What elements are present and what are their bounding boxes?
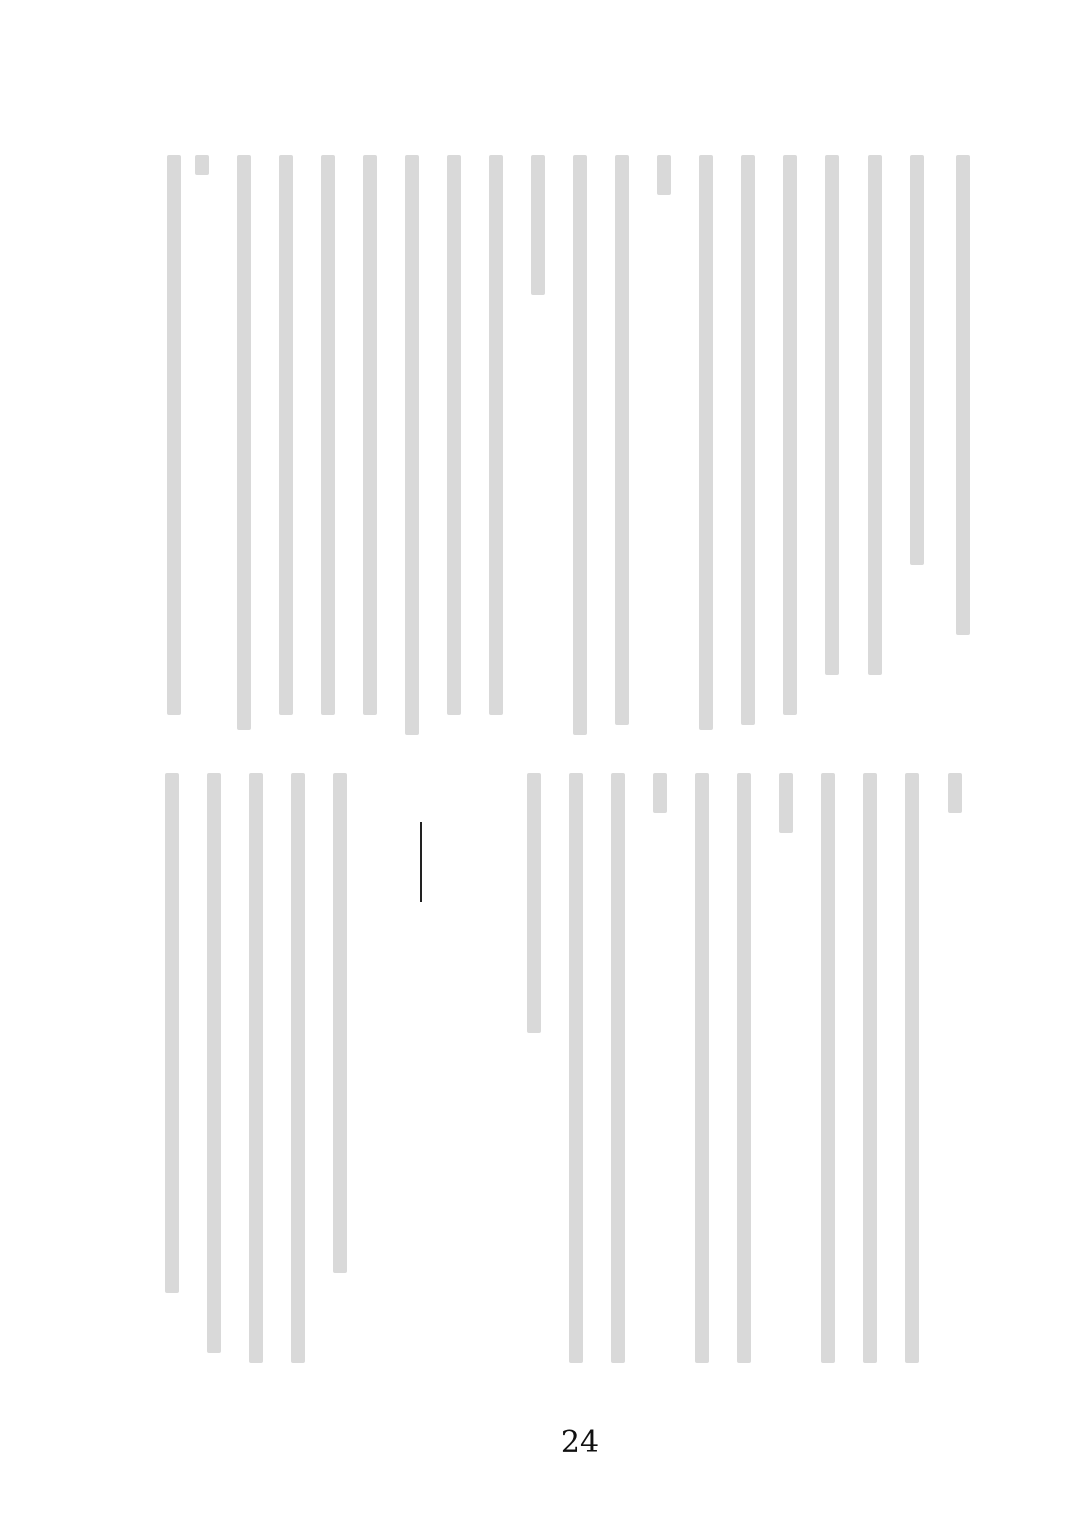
redacted-text-column [249, 773, 263, 1363]
redacted-text-column [657, 155, 671, 195]
redacted-text-column [948, 773, 962, 813]
redacted-text-column [279, 155, 293, 715]
redacted-text-column [527, 773, 541, 1033]
redacted-text-column [825, 155, 839, 675]
redacted-text-column [321, 155, 335, 715]
redacted-text-column [741, 155, 755, 725]
redacted-text-column [956, 155, 970, 635]
redacted-text-column [489, 155, 503, 715]
redacted-text-column [821, 773, 835, 1363]
redacted-text-column [207, 773, 221, 1353]
redacted-text-column [165, 773, 179, 1293]
redacted-text-column [531, 155, 545, 295]
redacted-text-column [783, 155, 797, 715]
redacted-text-column [868, 155, 882, 675]
redacted-text-column [737, 773, 751, 1363]
redacted-text-column [573, 155, 587, 735]
redacted-text-column [863, 773, 877, 1363]
redacted-text-column [910, 155, 924, 565]
redacted-text-column [653, 773, 667, 813]
section-divider [420, 822, 422, 902]
redacted-text-column [237, 155, 251, 730]
redacted-text-column [447, 155, 461, 715]
redacted-text-column [905, 773, 919, 1363]
page-number: 24 [560, 1425, 600, 1460]
redacted-text-column [779, 773, 793, 833]
redacted-text-column [333, 773, 347, 1273]
redacted-text-column [699, 155, 713, 730]
redacted-text-column [405, 155, 419, 735]
redacted-text-column [615, 155, 629, 725]
redacted-text-column [291, 773, 305, 1363]
redacted-text-column [167, 155, 181, 715]
redacted-text-column [363, 155, 377, 715]
redacted-text-column [611, 773, 625, 1363]
redacted-text-column [695, 773, 709, 1363]
redacted-text-column [569, 773, 583, 1363]
redacted-text-column [195, 155, 209, 175]
